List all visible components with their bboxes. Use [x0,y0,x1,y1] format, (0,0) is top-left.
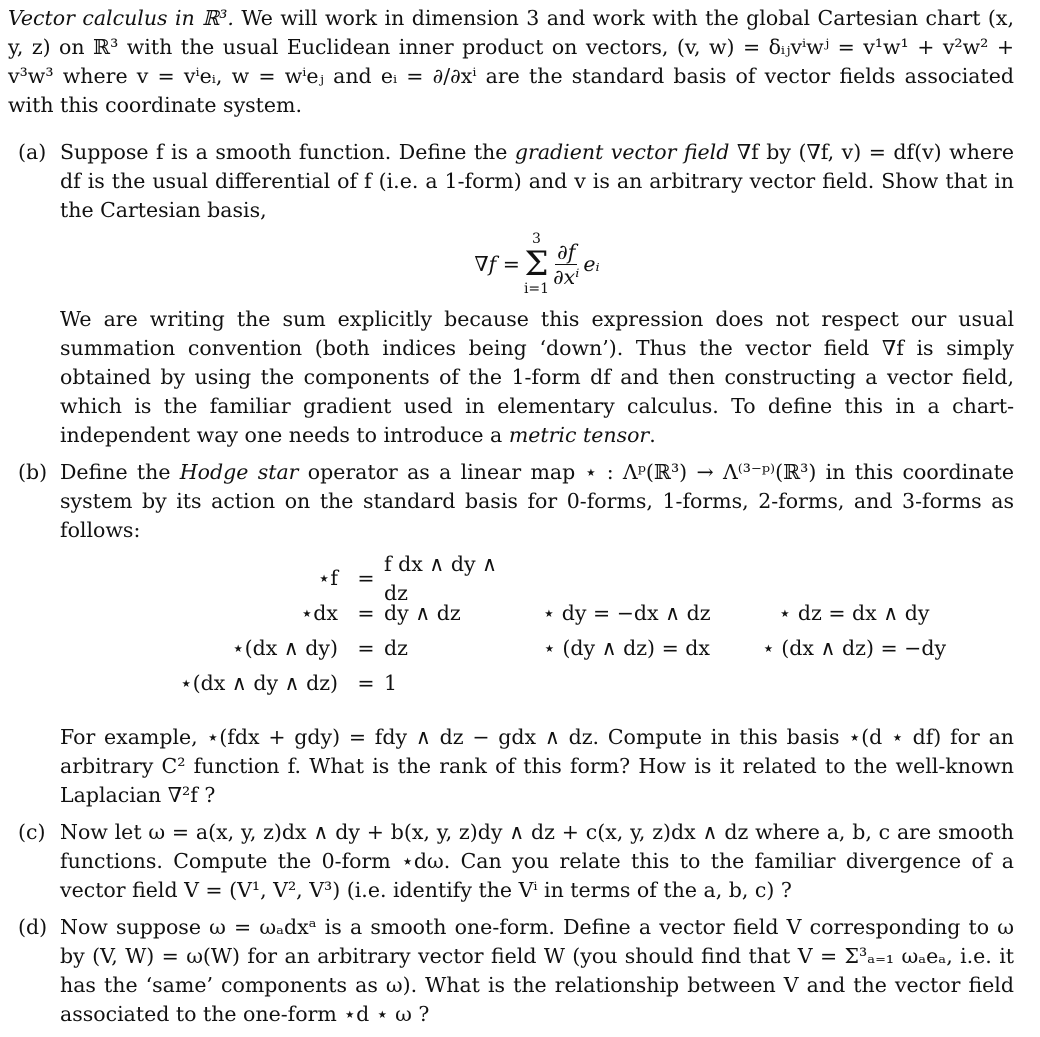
eq-c3: ⋆ dz = dx ∧ dy [778,601,930,625]
intro-paragraph [8,4,1014,120]
part-a-text-pre: Suppose f is a smooth function. Define the [60,140,508,164]
sum-symbol: Σ [524,244,549,284]
eq-rel: = [357,636,375,660]
part-d [8,913,1014,1029]
part-b-text-pre: Define the [60,460,171,484]
eq-rel: = [357,566,375,590]
eq-rel: = [357,671,375,695]
part-b-label: (b) [18,460,48,484]
part-b-followup: For example, ⋆(fdx + gdy) = fdy ∧ dz − gdx ∧ dz. Compute in this basis ⋆(d ⋆ df) for an arbitrary C² function f. What is the rank of this form? How is it related to the well-known Laplacian ∇²f ? [60,725,1014,807]
problem-sheet [8,4,1014,1037]
sum-upper: 3 [532,231,541,247]
gradient-lhs: ∇f = [474,251,520,276]
part-b-text-post: operator as a linear map ⋆ : Λᵖ(ℝ³) → Λ⁽³⁻ᵖ⁾(ℝ³) in this coordinate system by its action on the standard basis for 0-forms, 1-forms, 2-forms, and 3-forms as follows: [60,460,1014,542]
eq-lhs: ⋆dx [300,601,338,625]
part-a-label: (a) [18,140,47,164]
part-c [8,818,1014,905]
eq-c2: ⋆ (dy ∧ dz) = dx [543,636,710,660]
part-a-explanation [60,305,1014,450]
frac-numerator: ∂f [557,239,576,264]
eq-lhs: ⋆f [317,566,338,590]
part-a-question [60,138,1014,225]
intro-body: We will work in dimension 3 and work with the global Cartesian chart (x, y, z) on ℝ³ with the usual Euclidean inner product on vectors, (v, w) = δᵢⱼvⁱwʲ = v¹w¹ + v²w² + v³w³ where v = vⁱeᵢ, w = wⁱeⱼ and eᵢ = ∂/∂xⁱ are the standard basis of vector fields associated with this coordinate system. [8,6,1014,117]
part-b [8,458,1014,810]
hodge-star-table [60,551,1014,701]
part-b-question [60,458,1014,545]
eq-lhs: ⋆(dx ∧ dy ∧ dz) [179,671,338,695]
hodge-star-term: Hodge star [179,460,299,484]
summation [524,231,549,297]
eq-lhs: ⋆(dx ∧ dy) [231,636,338,660]
eq-c2: ⋆ dy = −dx ∧ dz [542,601,711,625]
eq-c1: f dx ∧ dy ∧ dz [384,551,498,605]
eq-c1: dy ∧ dz [384,601,461,625]
intro-lead: Vector calculus in ℝ³. [8,6,234,30]
hodge-row-3form [60,666,1014,701]
hodge-row-0form [60,551,1014,605]
part-c-question: Now let ω = a(x, y, z)dx ∧ dy + b(x, y, z)dy ∧ dz + c(x, y, z)dx ∧ dz where a, b, c are smooth functions. Compute the 0-form ⋆dω. Can you relate this to the familiar divergence of a vector field V = (V¹, V², V³) (i.e. identify the Vⁱ in terms of the a, b, c) ? [60,820,1014,902]
eq-c3: ⋆ (dx ∧ dz) = −dy [761,636,947,660]
sum-lower: i=1 [523,281,550,297]
hodge-row-1form [60,596,1014,631]
eq-c1: dz [384,636,408,660]
part-d-question: Now suppose ω = ωₐdxᵃ is a smooth one-form. Define a vector field V corresponding to ω by (V, W) = ω(W) for an arbitrary vector field W (you should find that V = Σ³ₐ₌₁ ωₐeₐ, i.e. it has the ‘same’ components as ω). What is the relationship between V and the vector field associated to the one-form ⋆d ⋆ ω ? [60,915,1014,1026]
part-a-explanation-end: . [649,423,656,447]
part-a-term: gradient vector field [514,140,730,164]
eq-rel: = [357,601,375,625]
partial-fraction [553,240,579,289]
part-a-explanation-text: We are writing the sum explicitly because this expression does not respect our usual summation convention (both indices being ‘down’). Thus the vector field ∇f is simply obtained by using the components of the 1-form df and then constructing a vector field, which is the familiar gradient used in elementary calculus. To define this in a chart-independent way one needs to introduce a [60,307,1014,447]
part-d-label: (d) [18,915,48,939]
hodge-row-2form [60,631,1014,666]
metric-tensor-term: metric tensor [508,423,650,447]
gradient-formula [60,231,1014,297]
part-c-label: (c) [18,820,46,844]
frac-denominator: ∂xⁱ [553,264,580,289]
basis-vector: eᵢ [583,251,600,276]
eq-c1: 1 [384,671,398,695]
part-a-text-post: ∇f by (∇f, v) = df(v) where df is the usual differential of f (i.e. a 1-form) and v is an arbitrary vector field. Show that in the Cartesian basis, [60,140,1014,222]
part-a [8,138,1014,450]
